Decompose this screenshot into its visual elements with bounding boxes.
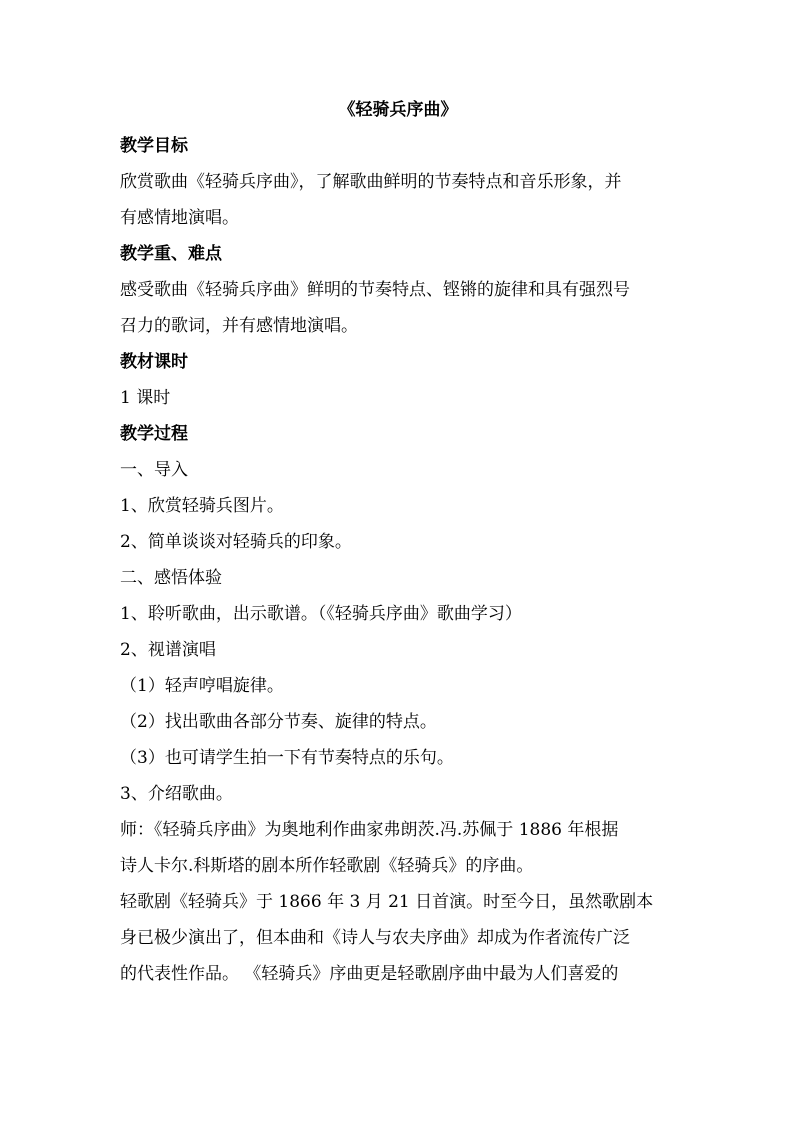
document-title: 《轻骑兵序曲》 — [338, 100, 458, 120]
objectives-line-2: 有感情地演唱。 — [120, 208, 239, 228]
process-line-12: 诗人卡尔.科斯塔的剧本所作轻歌剧《轻骑兵》的序曲。 — [120, 856, 534, 876]
section-heading-class-hours: 教材课时 — [120, 352, 188, 372]
process-line-2: 1、欣赏轻骑兵图片。 — [120, 496, 284, 516]
process-line-13: 轻歌剧《轻骑兵》于 1866 年 3 月 21 日首演。时至今日，虽然歌剧本 — [120, 892, 654, 912]
process-line-15: 的代表性作品。 《轻骑兵》序曲更是轻歌剧序曲中最为人们喜爱的 — [120, 964, 619, 984]
process-line-7: （1）轻声哼唱旋律。 — [120, 676, 284, 696]
process-line-8: （2）找出歌曲各部分节奏、旋律的特点。 — [120, 712, 437, 732]
section-heading-objectives: 教学目标 — [120, 136, 188, 156]
process-line-10: 3、介绍歌曲。 — [120, 784, 233, 804]
process-line-14: 身已极少演出了，但本曲和《诗人与农夫序曲》却成为作者流传广泛 — [120, 928, 630, 948]
process-line-9: （3）也可请学生拍一下有节奏特点的乐句。 — [120, 748, 454, 768]
process-line-6: 2、视谱演唱 — [120, 640, 216, 660]
class-hours-line: 1 课时 — [120, 388, 171, 408]
section-heading-key-points: 教学重、难点 — [120, 244, 222, 264]
process-line-3: 2、简单谈谈对轻骑兵的印象。 — [120, 532, 352, 552]
document-body — [120, 92, 676, 992]
key-points-line-1: 感受歌曲《轻骑兵序曲》鲜明的节奏特点、铿锵的旋律和具有强烈号 — [120, 280, 630, 300]
section-heading-process: 教学过程 — [120, 424, 188, 444]
process-line-1: 一、导入 — [120, 460, 188, 480]
process-line-11: 师：《轻骑兵序曲》为奥地利作曲家弗朗茨.冯.苏佩于 1886 年根据 — [120, 820, 619, 840]
process-line-4: 二、感悟体验 — [120, 568, 222, 588]
objectives-line-1: 欣赏歌曲《轻骑兵序曲》，了解歌曲鲜明的节奏特点和音乐形象，并 — [120, 172, 622, 192]
process-line-5: 1、聆听歌曲，出示歌谱。（《轻骑兵序曲》歌曲学习） — [120, 604, 522, 624]
key-points-line-2: 召力的歌词，并有感情地演唱。 — [120, 316, 358, 336]
